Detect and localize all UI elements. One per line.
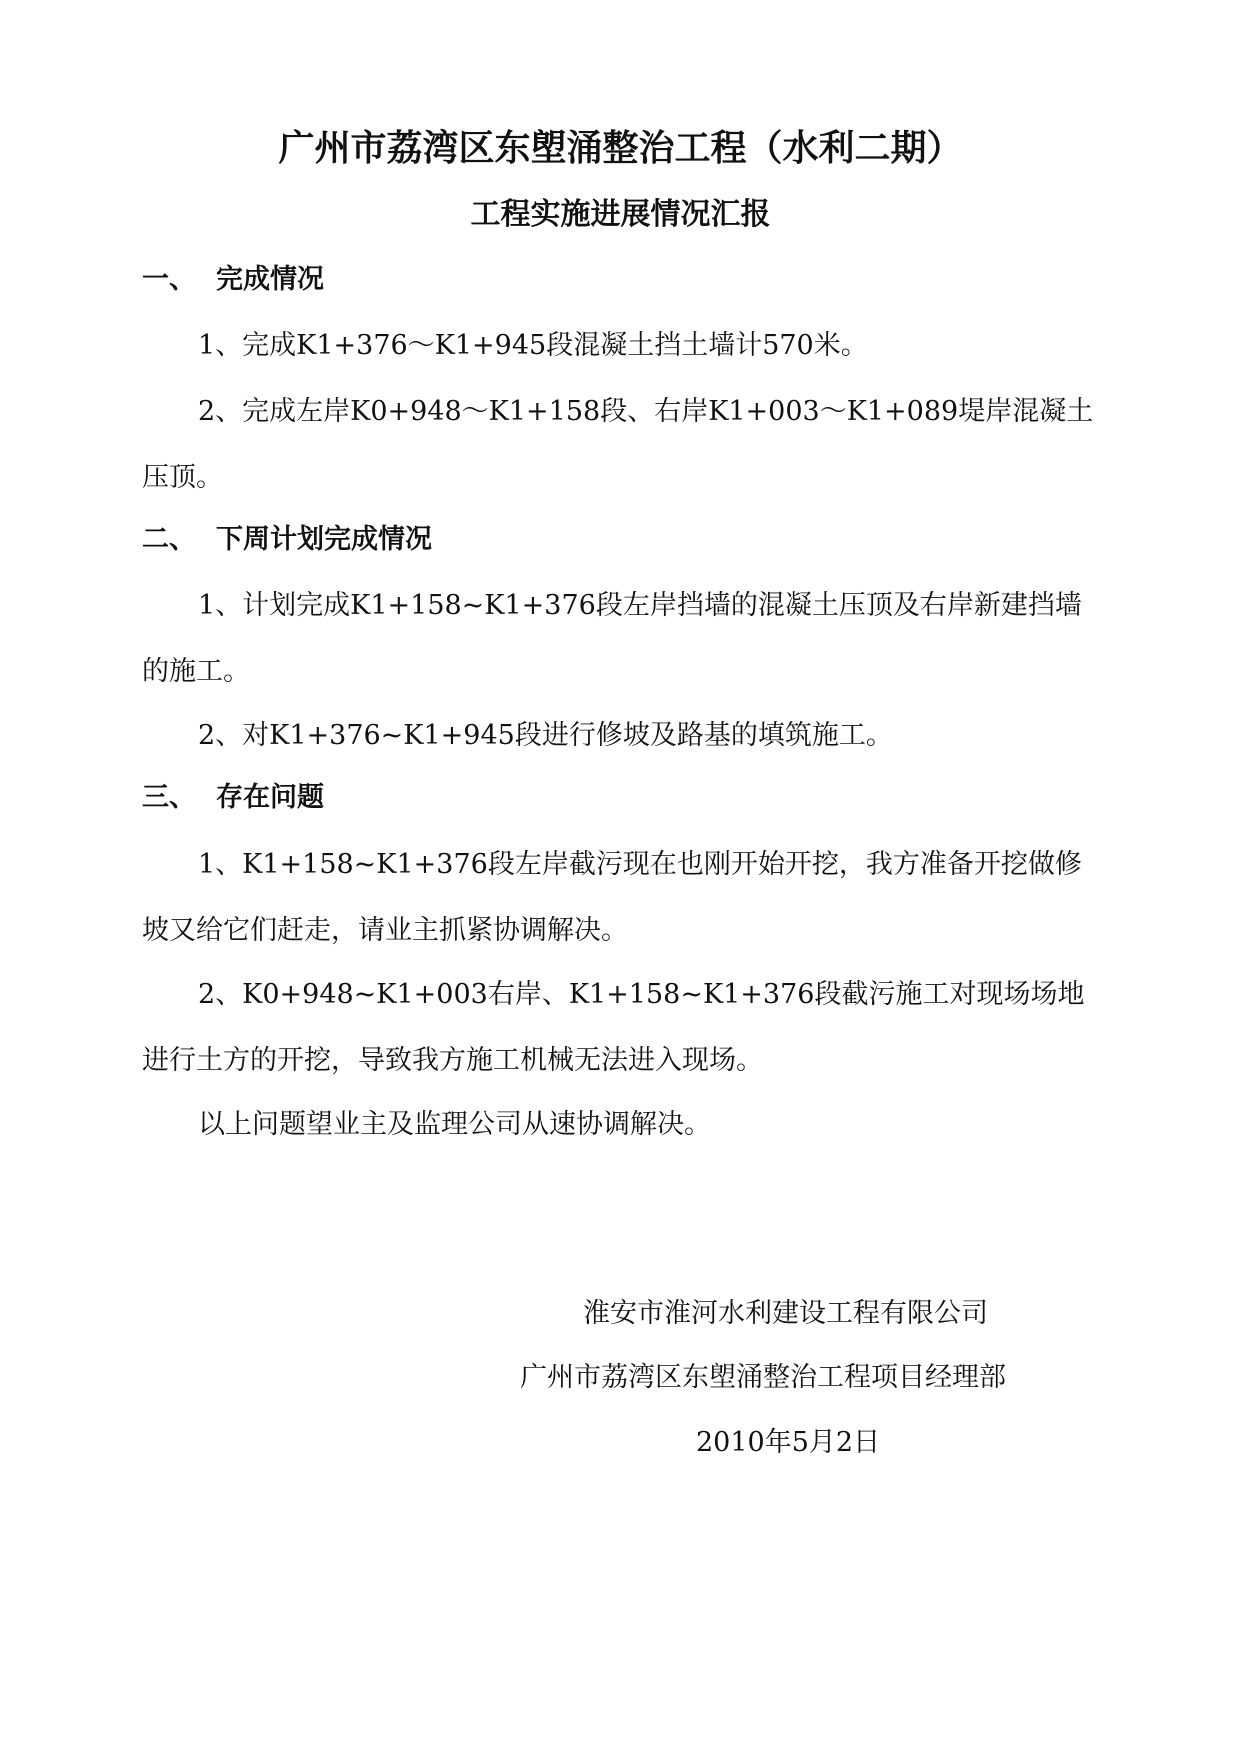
section-heading-2 (142, 520, 432, 560)
section-heading-3 (142, 778, 324, 818)
paragraph: 1、完成K1+376～K1+945段混凝土挡土墙计570米。 (198, 330, 868, 361)
section-title: 下周计划完成情况 (216, 524, 432, 555)
section-number: 二、 (142, 524, 196, 555)
section-title: 存在问题 (216, 782, 324, 813)
section-heading-1 (142, 260, 324, 300)
paragraph: 2、完成左岸K0+948～K1+158段、右岸K1+003～K1+089堤岸混凝土压顶。 (142, 396, 1094, 493)
paragraph: 1、计划完成K1+158~K1+376段左岸挡墙的混凝土压顶及右岸新建挡墙的施工。 (142, 590, 1082, 687)
section-title: 完成情况 (216, 264, 324, 295)
section-number: 一、 (142, 264, 196, 295)
paragraph: 1、K1+158~K1+376段左岸截污现在也刚开始开挖，我方准备开挖做修坡又给它们赶走，请业主抓紧协调解决。 (142, 849, 1082, 946)
signature-date: 2010年5月2日 (696, 1427, 881, 1458)
document-title: 广州市荔湾区东塱涌整治工程（水利二期） (278, 128, 963, 169)
section-number: 三、 (142, 782, 196, 813)
paragraph: 以上问题望业主及监理公司从速协调解决。 (198, 1109, 711, 1140)
signature-company: 淮安市淮河水利建设工程有限公司 (583, 1298, 988, 1329)
paragraph: 2、对K1+376~K1+945段进行修坡及路基的填筑施工。 (198, 720, 893, 751)
signature-department: 广州市荔湾区东塱涌整治工程项目经理部 (520, 1362, 1006, 1393)
document-subtitle: 工程实施进展情况汇报 (470, 197, 771, 232)
paragraph: 2、K0+948~K1+003右岸、K1+158~K1+376段截污施工对现场场地进行土方的开挖，导致我方施工机械无法进入现场。 (142, 979, 1085, 1076)
